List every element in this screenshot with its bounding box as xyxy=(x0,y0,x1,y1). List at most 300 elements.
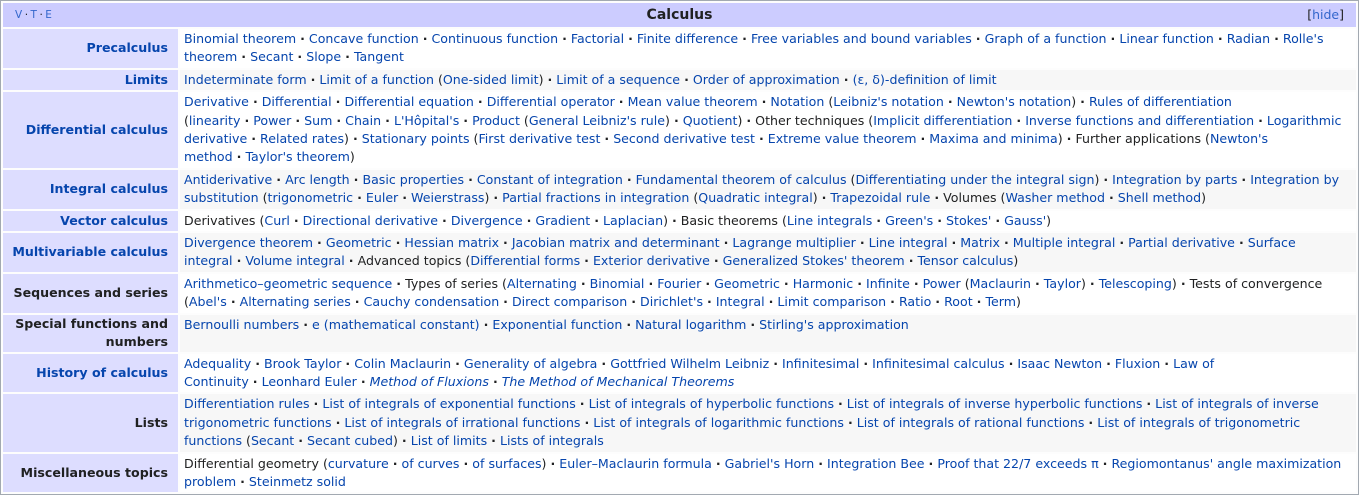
vte-links xyxy=(15,9,52,21)
separator-dot: · xyxy=(1102,455,1108,471)
separator-dot: · xyxy=(750,316,756,332)
separator-dot: · xyxy=(354,294,360,310)
link-constant-of-integration[interactable]: Constant of integration xyxy=(476,171,623,187)
link-one-sided-limit[interactable]: One-sided limit xyxy=(442,71,539,87)
separator-dot: · xyxy=(995,212,1001,228)
link-derivative[interactable]: Derivative xyxy=(184,94,249,110)
separator-dot: · xyxy=(526,212,532,228)
link-power[interactable]: Power xyxy=(922,275,961,291)
link-binomial[interactable]: Binomial xyxy=(589,275,645,291)
link-abel-s[interactable]: Abel's xyxy=(188,294,227,310)
link-hessian-matrix[interactable]: Hessian matrix xyxy=(404,235,500,251)
link-definition-of-limit[interactable]: (ε, δ)-definition of limit xyxy=(852,71,997,87)
link-differentiation-rules[interactable]: Differentiation rules xyxy=(184,396,310,412)
separator-dot: · xyxy=(937,212,943,228)
link-gabriel-s-horn[interactable]: Gabriel's Horn xyxy=(724,455,815,471)
separator-dot: · xyxy=(758,131,764,147)
link-differential-operator[interactable]: Differential operator xyxy=(486,94,615,110)
link-washer-method[interactable]: Washer method xyxy=(1005,190,1105,206)
group-label-integral-calculus[interactable]: Integral calculus xyxy=(3,170,178,209)
link-mean-value-theorem[interactable]: Mean value theorem xyxy=(627,94,758,110)
separator-dot: · xyxy=(300,31,305,46)
separator-dot: · xyxy=(648,275,654,291)
link-natural-logarithm[interactable]: Natural logarithm xyxy=(635,316,747,332)
group-list-differential-calculus: Derivative · Differential · Differential equation · Differential operator · Mean value theorem · Notation (Leibniz's notation · Newton's notation) · Rules of differentiation (linearity · Power · Sum · Chain · L'Hôpital's · Product (General Leibniz's rule) · Quotient) · Other techniques (Implicit differentiation · Inverse functions and differentiation · Logarithmic derivative · Related rates) · Stationary points (First derivative test · Second derivative test · Extreme value theorem · Maxima and minima) · Further applications (Newton's method · Taylor's theorem) xyxy=(180,92,1356,168)
link-trigonometric[interactable]: trigonometric xyxy=(267,190,354,206)
link-quotient[interactable]: Quotient xyxy=(682,112,738,128)
link-rules-of-differentiation[interactable]: Rules of differentiation xyxy=(1088,94,1232,110)
separator-dot: · xyxy=(255,355,261,371)
label-differential-geometry: Differential geometry xyxy=(184,455,319,471)
separator-dot: · xyxy=(1088,414,1094,430)
separator-dot: · xyxy=(821,190,827,206)
link-cauchy-condensation[interactable]: Cauchy condensation xyxy=(363,294,500,310)
link-infinitesimal[interactable]: Infinitesimal xyxy=(781,355,860,371)
label-basic-theorems: Basic theorems xyxy=(680,212,778,228)
separator-dot: · xyxy=(935,294,941,310)
vte-separator: · xyxy=(24,9,29,21)
separator-dot: · xyxy=(297,49,303,65)
link-lists-of-integrals[interactable]: Lists of integrals xyxy=(499,433,604,449)
separator-dot: · xyxy=(240,473,245,489)
link-fundamental-theorem-of-calculus[interactable]: Fundamental theorem of calculus xyxy=(635,171,847,187)
link-list-of-integrals-of-hyperbolic-functions[interactable]: List of integrals of hyperbolic functions xyxy=(588,396,834,412)
link-list-of-integrals-of-irrational-functions[interactable]: List of integrals of irrational functions xyxy=(344,414,581,430)
link-list-of-integrals-of-logarithmic-functions[interactable]: List of integrals of logarithmic functions xyxy=(593,414,844,430)
separator-dot: · xyxy=(1108,190,1114,206)
link-line-integral[interactable]: Line integral xyxy=(868,235,948,251)
link-jacobian-matrix-and-determinant[interactable]: Jacobian matrix and determinant xyxy=(511,235,720,251)
separator-dot: · xyxy=(298,433,304,449)
separator-dot: · xyxy=(385,112,390,128)
link-multiple-integral[interactable]: Multiple integral xyxy=(1012,235,1116,251)
separator-dot: · xyxy=(1016,112,1022,128)
link-differential-forms[interactable]: Differential forms xyxy=(470,253,581,269)
link-divergence-theorem[interactable]: Divergence theorem xyxy=(184,235,314,251)
link-adequality[interactable]: Adequality xyxy=(184,355,252,371)
link-extreme-value-theorem[interactable]: Extreme value theorem xyxy=(767,131,917,147)
separator-dot: · xyxy=(345,355,351,371)
link-integral[interactable]: Integral xyxy=(715,294,765,310)
separator-dot: · xyxy=(1089,275,1095,291)
link-taylor[interactable]: Taylor xyxy=(1043,275,1081,291)
label-advanced-topics: Advanced topics xyxy=(357,253,462,269)
group-label-history-of-calculus[interactable]: History of calculus xyxy=(3,354,178,393)
link-list-of-integrals-of-exponential-functions[interactable]: List of integrals of exponential functions xyxy=(322,396,576,412)
link-shell-method[interactable]: Shell method xyxy=(1117,190,1202,206)
separator-dot: · xyxy=(491,433,496,449)
separator-dot: · xyxy=(336,112,342,128)
separator-dot: · xyxy=(547,71,553,87)
separator-dot: · xyxy=(818,455,823,471)
link-gauss[interactable]: Gauss' xyxy=(1004,212,1047,228)
link-alternating[interactable]: Alternating xyxy=(506,275,577,291)
link-curvature[interactable]: curvature xyxy=(327,455,389,471)
link-harmonic[interactable]: Harmonic xyxy=(792,275,854,291)
separator-dot: · xyxy=(876,212,882,228)
link-second-derivative-test[interactable]: Second derivative test xyxy=(613,131,755,147)
group-list-precalculus xyxy=(180,29,1356,68)
link-maclaurin[interactable]: Maclaurin xyxy=(969,275,1031,291)
link-concave-function[interactable]: Concave function xyxy=(308,31,419,46)
separator-dot: · xyxy=(345,49,350,65)
link-law-of-continuity[interactable]: Law of Continuity xyxy=(184,355,1215,389)
link-logarithmic-derivative[interactable]: Logarithmic derivative xyxy=(184,112,1342,147)
separator-dot: · xyxy=(626,171,632,187)
link-isaac-newton[interactable]: Isaac Newton xyxy=(1017,355,1103,371)
link-root[interactable]: Root xyxy=(944,294,973,310)
separator-dot: · xyxy=(352,131,358,147)
link-proof-that-22-7-exceeds[interactable]: Proof that 22/7 exceeds π xyxy=(937,455,1099,471)
separator-dot: · xyxy=(746,112,752,128)
separator-dot: · xyxy=(863,355,869,371)
link-integration-bee[interactable]: Integration Bee xyxy=(827,455,925,471)
vte-separator: · xyxy=(39,9,44,21)
group-list-vector-calculus: Derivatives (Curl · Directional derivative · Divergence · Gradient · Laplacian) · Basic theorems (Line integrals · Green's · Stokes' · Gauss') xyxy=(180,211,1356,231)
separator-dot: · xyxy=(604,131,610,147)
link-euler-maclaurin-formula[interactable]: Euler–Maclaurin formula xyxy=(559,455,712,471)
separator-dot: · xyxy=(335,414,341,430)
separator-dot: · xyxy=(230,294,236,310)
link-secant[interactable]: Secant xyxy=(250,433,295,449)
link-leonhard-euler[interactable]: Leonhard Euler xyxy=(261,373,357,389)
separator-dot: · xyxy=(357,190,362,206)
separator-dot: · xyxy=(768,294,774,310)
separator-dot: · xyxy=(631,294,637,310)
link-slope[interactable]: Slope xyxy=(306,49,342,65)
separator-dot: · xyxy=(401,433,407,449)
separator-dot: · xyxy=(843,71,849,87)
link-graph-of-a-function[interactable]: Graph of a function xyxy=(984,31,1107,46)
link-list-of-integrals-of-inverse-hyperbolic-functions[interactable]: List of integrals of inverse hyperbolic functions xyxy=(846,396,1143,412)
link-stirling-s-approximation[interactable]: Stirling's approximation xyxy=(759,316,909,332)
talk-link[interactable]: T xyxy=(30,9,38,21)
separator-dot: · xyxy=(1164,355,1170,371)
separator-dot: · xyxy=(353,171,359,187)
link-l-h-pital-s[interactable]: L'Hôpital's xyxy=(393,112,460,128)
link-surface-integral[interactable]: Surface integral xyxy=(184,235,1296,269)
link-generalized-stokes-theorem[interactable]: Generalized Stokes' theorem xyxy=(722,253,905,269)
link-fluxion[interactable]: Fluxion xyxy=(1114,355,1161,371)
group-label-precalculus[interactable]: Precalculus xyxy=(3,29,178,68)
link-e-mathematical-constant[interactable]: e (mathematical constant) xyxy=(312,316,480,332)
link-quadratic-integral[interactable]: Quadratic integral xyxy=(698,190,813,206)
view-link[interactable]: V xyxy=(15,9,23,21)
link-of-curves[interactable]: of curves xyxy=(401,455,460,471)
link-basic-properties[interactable]: Basic properties xyxy=(362,171,465,187)
hide-toggle: [hide] xyxy=(1307,7,1344,22)
link-inverse-functions-and-differentiation[interactable]: Inverse functions and differentiation xyxy=(1025,112,1255,128)
label-volumes: Volumes xyxy=(943,190,997,206)
separator-dot: · xyxy=(244,112,250,128)
separator-dot: · xyxy=(463,112,469,128)
link-dirichlet-s[interactable]: Dirichlet's xyxy=(640,294,704,310)
separator-dot: · xyxy=(348,253,354,269)
link-laplacian[interactable]: Laplacian xyxy=(602,212,664,228)
link-stationary-points[interactable]: Stationary points xyxy=(361,131,470,147)
separator-dot: · xyxy=(976,294,982,310)
link-geometric[interactable]: Geometric xyxy=(714,275,780,291)
link-partial-derivative[interactable]: Partial derivative xyxy=(1128,235,1235,251)
link-order-of-approximation[interactable]: Order of approximation xyxy=(692,71,840,87)
link-rolle-s-theorem[interactable]: Rolle's theorem xyxy=(184,31,1324,65)
link-related-rates[interactable]: Related rates xyxy=(260,131,345,147)
separator-dot: · xyxy=(975,31,981,46)
separator-dot: · xyxy=(396,275,402,291)
separator-dot: · xyxy=(773,355,778,371)
link-linearity[interactable]: linearity xyxy=(188,112,241,128)
separator-dot: · xyxy=(313,396,319,412)
link-partial-fractions-in-integration[interactable]: Partial fractions in integration xyxy=(502,190,690,206)
separator-dot: · xyxy=(1110,31,1116,46)
separator-dot: · xyxy=(442,212,447,228)
link-product[interactable]: Product xyxy=(472,112,520,128)
label-tests-of-convergence: Tests of convergence xyxy=(1189,275,1323,291)
link-divergence[interactable]: Divergence xyxy=(450,212,523,228)
group-label-limits[interactable]: Limits xyxy=(3,70,178,90)
separator-dot: · xyxy=(252,94,258,110)
link-green-s[interactable]: Green's xyxy=(885,212,934,228)
separator-dot: · xyxy=(310,71,316,87)
link-integration-by-substitution[interactable]: Integration by substitution xyxy=(184,171,1340,206)
link-geometric[interactable]: Geometric xyxy=(325,235,392,251)
separator-dot: · xyxy=(455,355,460,371)
link-notation[interactable]: Notation xyxy=(770,94,825,110)
separator-dot: · xyxy=(626,316,632,332)
separator-dot: · xyxy=(1241,171,1247,187)
link-differential[interactable]: Differential xyxy=(261,94,332,110)
separator-dot: · xyxy=(1146,396,1152,412)
link-limit-comparison[interactable]: Limit comparison xyxy=(777,294,887,310)
link-ratio[interactable]: Ratio xyxy=(898,294,932,310)
link-infinitesimal-calculus[interactable]: Infinitesimal calculus xyxy=(872,355,1005,371)
separator-dot: · xyxy=(293,212,299,228)
link-method-of-fluxions[interactable]: Method of Fluxions xyxy=(369,373,489,389)
group-list-limits: Indeterminate form · Limit of a function (One-sided limit) · Limit of a sequence · Order of approximation · (ε, δ)-definition of limit xyxy=(180,70,1356,90)
separator-dot: · xyxy=(857,275,863,291)
separator-dot: · xyxy=(236,149,242,165)
separator-dot: · xyxy=(715,455,721,471)
link-gottfried-wilhelm-leibniz[interactable]: Gottfried Wilhelm Leibniz xyxy=(610,355,770,371)
link-weierstrass[interactable]: Weierstrass xyxy=(411,190,485,206)
link-stokes[interactable]: Stokes' xyxy=(946,212,992,228)
link-curl[interactable]: Curl xyxy=(264,212,290,228)
label-types-of-series: Types of series xyxy=(405,275,499,291)
separator-dot: · xyxy=(276,171,282,187)
separator-dot: · xyxy=(483,316,489,332)
label-other-techniques: Other techniques xyxy=(755,112,865,128)
link-factorial[interactable]: Factorial xyxy=(570,31,625,46)
link-leibniz-s-notation[interactable]: Leibniz's notation xyxy=(833,94,944,110)
group-label-vector-calculus[interactable]: Vector calculus xyxy=(3,211,178,231)
group-list-miscellaneous-topics: Differential geometry (curvature · of curves · of surfaces) · Euler–Maclaurin formula · Gabriel's Horn · Integration Bee · Proof that 22/7 exceeds π · Regiomontanus' angle maximization problem · Steinmetz solid xyxy=(180,454,1356,493)
link-colin-maclaurin[interactable]: Colin Maclaurin xyxy=(354,355,452,371)
group-list-sequences-and-series: Arithmetico–geometric sequence · Types of series (Alternating · Binomial · Fourier · Geometric · Harmonic · Infinite · Power (Maclaurin · Taylor) · Telescoping) · Tests of convergence (Abel's · Alternating series · Cauchy condensation · Direct comparison · Dirichlet's · Integral · Limit comparison · Ratio · Root · Term) xyxy=(180,274,1356,313)
link-euler[interactable]: Euler xyxy=(365,190,399,206)
separator-dot: · xyxy=(890,294,895,310)
separator-dot: · xyxy=(947,94,953,110)
separator-dot: · xyxy=(1106,355,1111,371)
link-exterior-derivative[interactable]: Exterior derivative xyxy=(592,253,710,269)
separator-dot: · xyxy=(295,112,301,128)
link-indeterminate-form[interactable]: Indeterminate form xyxy=(184,71,307,87)
group-list-integral-calculus: Antiderivative · Arc length · Basic properties · Constant of integration · Fundamental theorem of calculus (Differentiating under the integral sign) · Integration by parts · Integration by substitution (trigonometric · Euler · Weierstrass) · Partial fractions in integration (Quadratic integral) · Trapezoidal rule · Volumes (Washer method · Shell method) xyxy=(180,170,1356,209)
separator-dot: · xyxy=(594,212,599,228)
navbox-rows xyxy=(3,29,1356,492)
link-trapezoidal-rule[interactable]: Trapezoidal rule xyxy=(830,190,931,206)
link-direct-comparison[interactable]: Direct comparison xyxy=(511,294,628,310)
separator-dot: · xyxy=(928,455,934,471)
link-bernoulli-numbers[interactable]: Bernoulli numbers xyxy=(184,316,300,332)
link-telescoping[interactable]: Telescoping xyxy=(1098,275,1172,291)
separator-dot: · xyxy=(761,94,767,110)
separator-dot: · xyxy=(493,190,499,206)
separator-dot: · xyxy=(477,94,483,110)
separator-dot: · xyxy=(783,275,789,291)
link-alternating-series[interactable]: Alternating series xyxy=(239,294,351,310)
group-list-lists: Differentiation rules · List of integrals of exponential functions · List of integrals of hyperbolic functions · List of integrals of inverse hyperbolic functions · List of integrals of inverse trigonometric functions · List of integrals of irrational functions · List of integrals of logarithmic functions · List of integrals of rational functions · List of integrals of trigonometric functions (Secant · Secant cubed) · List of limits · Lists of integrals xyxy=(180,394,1356,451)
separator-dot: · xyxy=(335,94,341,110)
separator-dot: · xyxy=(859,235,865,251)
link-limit-of-a-function[interactable]: Limit of a function xyxy=(319,71,434,87)
navbox-title[interactable]: Calculus xyxy=(646,7,713,23)
link-chain[interactable]: Chain xyxy=(345,112,382,128)
link-implicit-differentiation[interactable]: Implicit differentiation xyxy=(873,112,1013,128)
link-exponential-function[interactable]: Exponential function xyxy=(492,316,623,332)
separator-dot: · xyxy=(579,396,585,412)
link-generality-of-algebra[interactable]: Generality of algebra xyxy=(463,355,598,371)
separator-dot: · xyxy=(395,235,401,251)
link-secant[interactable]: Secant xyxy=(250,49,294,65)
link-volume-integral[interactable]: Volume integral xyxy=(245,253,345,269)
label-derivatives: Derivatives xyxy=(184,212,256,228)
separator-dot: · xyxy=(920,131,926,147)
separator-dot: · xyxy=(723,235,729,251)
link-list-of-limits[interactable]: List of limits xyxy=(410,433,488,449)
link-list-of-integrals-of-inverse-trigonometric-functions[interactable]: List of integrals of inverse trigonometric functions xyxy=(184,396,1319,430)
link-secant-cubed[interactable]: Secant cubed xyxy=(307,433,393,449)
link-maxima-and-minima[interactable]: Maxima and minima xyxy=(929,131,1058,147)
link-arithmetico-geometric-sequence[interactable]: Arithmetico–geometric sequence xyxy=(184,275,393,291)
separator-dot: · xyxy=(252,373,258,389)
separator-dot: · xyxy=(580,275,586,291)
separator-dot: · xyxy=(317,235,322,251)
link-regiomontanus-angle-maximization-problem[interactable]: Regiomontanus' angle maximization problem xyxy=(184,455,1342,489)
separator-dot: · xyxy=(550,455,556,471)
link-radian[interactable]: Radian xyxy=(1226,31,1271,46)
separator-dot: · xyxy=(671,212,677,228)
link-lagrange-multiplier[interactable]: Lagrange multiplier xyxy=(732,235,856,251)
link-first-derivative-test[interactable]: First derivative test xyxy=(478,131,601,147)
separator-dot: · xyxy=(422,31,428,46)
separator-dot: · xyxy=(707,294,712,310)
link-list-of-integrals-of-trigonometric-functions[interactable]: List of integrals of trigonometric functions xyxy=(184,414,1301,449)
link-linear-function[interactable]: Linear function xyxy=(1119,31,1214,46)
group-label-differential-calculus[interactable]: Differential calculus xyxy=(3,92,178,168)
group-label-multivariable-calculus[interactable]: Multivariable calculus xyxy=(3,233,178,272)
link-infinite[interactable]: Infinite xyxy=(866,275,910,291)
separator-dot: · xyxy=(908,253,914,269)
separator-dot: · xyxy=(1217,31,1223,46)
link-line-integrals[interactable]: Line integrals xyxy=(786,212,873,228)
separator-dot: · xyxy=(1180,275,1186,291)
link-differentiating-under-the-integral-sign[interactable]: Differentiating under the integral sign xyxy=(855,171,1095,187)
link-term[interactable]: Term xyxy=(985,294,1016,310)
link-newton-s-notation[interactable]: Newton's notation xyxy=(956,94,1072,110)
link-brook-taylor[interactable]: Brook Taylor xyxy=(264,355,342,371)
edit-link[interactable]: E xyxy=(45,9,53,21)
link-steinmetz-solid[interactable]: Steinmetz solid xyxy=(248,473,346,489)
link-integration-by-parts[interactable]: Integration by parts xyxy=(1112,171,1238,187)
group-label-miscellaneous-topics: Miscellaneous topics xyxy=(3,454,178,493)
link-matrix[interactable]: Matrix xyxy=(960,235,1000,251)
link-the-method-of-mechanical-theorems[interactable]: The Method of Mechanical Theorems xyxy=(501,373,735,389)
link-tangent[interactable]: Tangent xyxy=(353,49,404,65)
link-sum[interactable]: Sum xyxy=(304,112,333,128)
separator-dot: · xyxy=(913,275,919,291)
link-arc-length[interactable]: Arc length xyxy=(285,171,350,187)
link-list-of-integrals-of-rational-functions[interactable]: List of integrals of rational functions xyxy=(856,414,1085,430)
link-finite-difference[interactable]: Finite difference xyxy=(636,31,739,46)
separator-dot: · xyxy=(705,275,711,291)
separator-dot: · xyxy=(1258,112,1263,128)
group-label-special-functions-and-numbers: Special functions and numbers xyxy=(3,315,178,352)
separator-dot: · xyxy=(684,71,689,87)
link-continuous-function[interactable]: Continuous function xyxy=(431,31,559,46)
link-general-leibniz-s-rule[interactable]: General Leibniz's rule xyxy=(528,112,666,128)
separator-dot: · xyxy=(1066,131,1072,147)
link-tensor-calculus[interactable]: Tensor calculus xyxy=(917,253,1014,269)
separator-dot: · xyxy=(503,294,508,310)
separator-dot: · xyxy=(951,235,957,251)
separator-dot: · xyxy=(402,190,408,206)
separator-dot: · xyxy=(1003,235,1009,251)
separator-dot: · xyxy=(673,112,679,128)
link-differential-equation[interactable]: Differential equation xyxy=(344,94,474,110)
separator-dot: · xyxy=(713,253,719,269)
separator-dot: · xyxy=(742,31,747,46)
separator-dot: · xyxy=(601,355,607,371)
separator-dot: · xyxy=(360,373,366,389)
separator-dot: · xyxy=(847,414,853,430)
separator-dot: · xyxy=(503,235,508,251)
separator-dot: · xyxy=(1080,94,1085,110)
separator-dot: · xyxy=(1103,171,1109,187)
link-gradient[interactable]: Gradient xyxy=(535,212,591,228)
separator-dot: · xyxy=(838,396,843,412)
separator-dot: · xyxy=(618,94,624,110)
link-limit-of-a-sequence[interactable]: Limit of a sequence xyxy=(556,71,681,87)
group-label-lists: Lists xyxy=(3,394,178,451)
separator-dot: · xyxy=(1035,275,1040,291)
link-power[interactable]: Power xyxy=(253,112,292,128)
link-free-variables-and-bound-variables[interactable]: Free variables and bound variables xyxy=(750,31,972,46)
link-taylor-s-theorem[interactable]: Taylor's theorem xyxy=(245,149,350,165)
separator-dot: · xyxy=(562,31,567,46)
link-binomial-theorem[interactable]: Binomial theorem xyxy=(184,31,297,46)
link-of-surfaces[interactable]: of surfaces xyxy=(472,455,542,471)
hide-button[interactable]: hide xyxy=(1312,7,1340,22)
separator-dot: · xyxy=(392,455,398,471)
separator-dot: · xyxy=(236,253,242,269)
navbox-title-bar xyxy=(3,3,1356,27)
link-antiderivative[interactable]: Antiderivative xyxy=(184,171,273,187)
link-newton-s-method[interactable]: Newton's method xyxy=(184,131,1269,165)
separator-dot: · xyxy=(492,373,498,389)
separator-dot: · xyxy=(1238,235,1244,251)
link-fourier[interactable]: Fourier xyxy=(657,275,702,291)
link-directional-derivative[interactable]: Directional derivative xyxy=(302,212,439,228)
